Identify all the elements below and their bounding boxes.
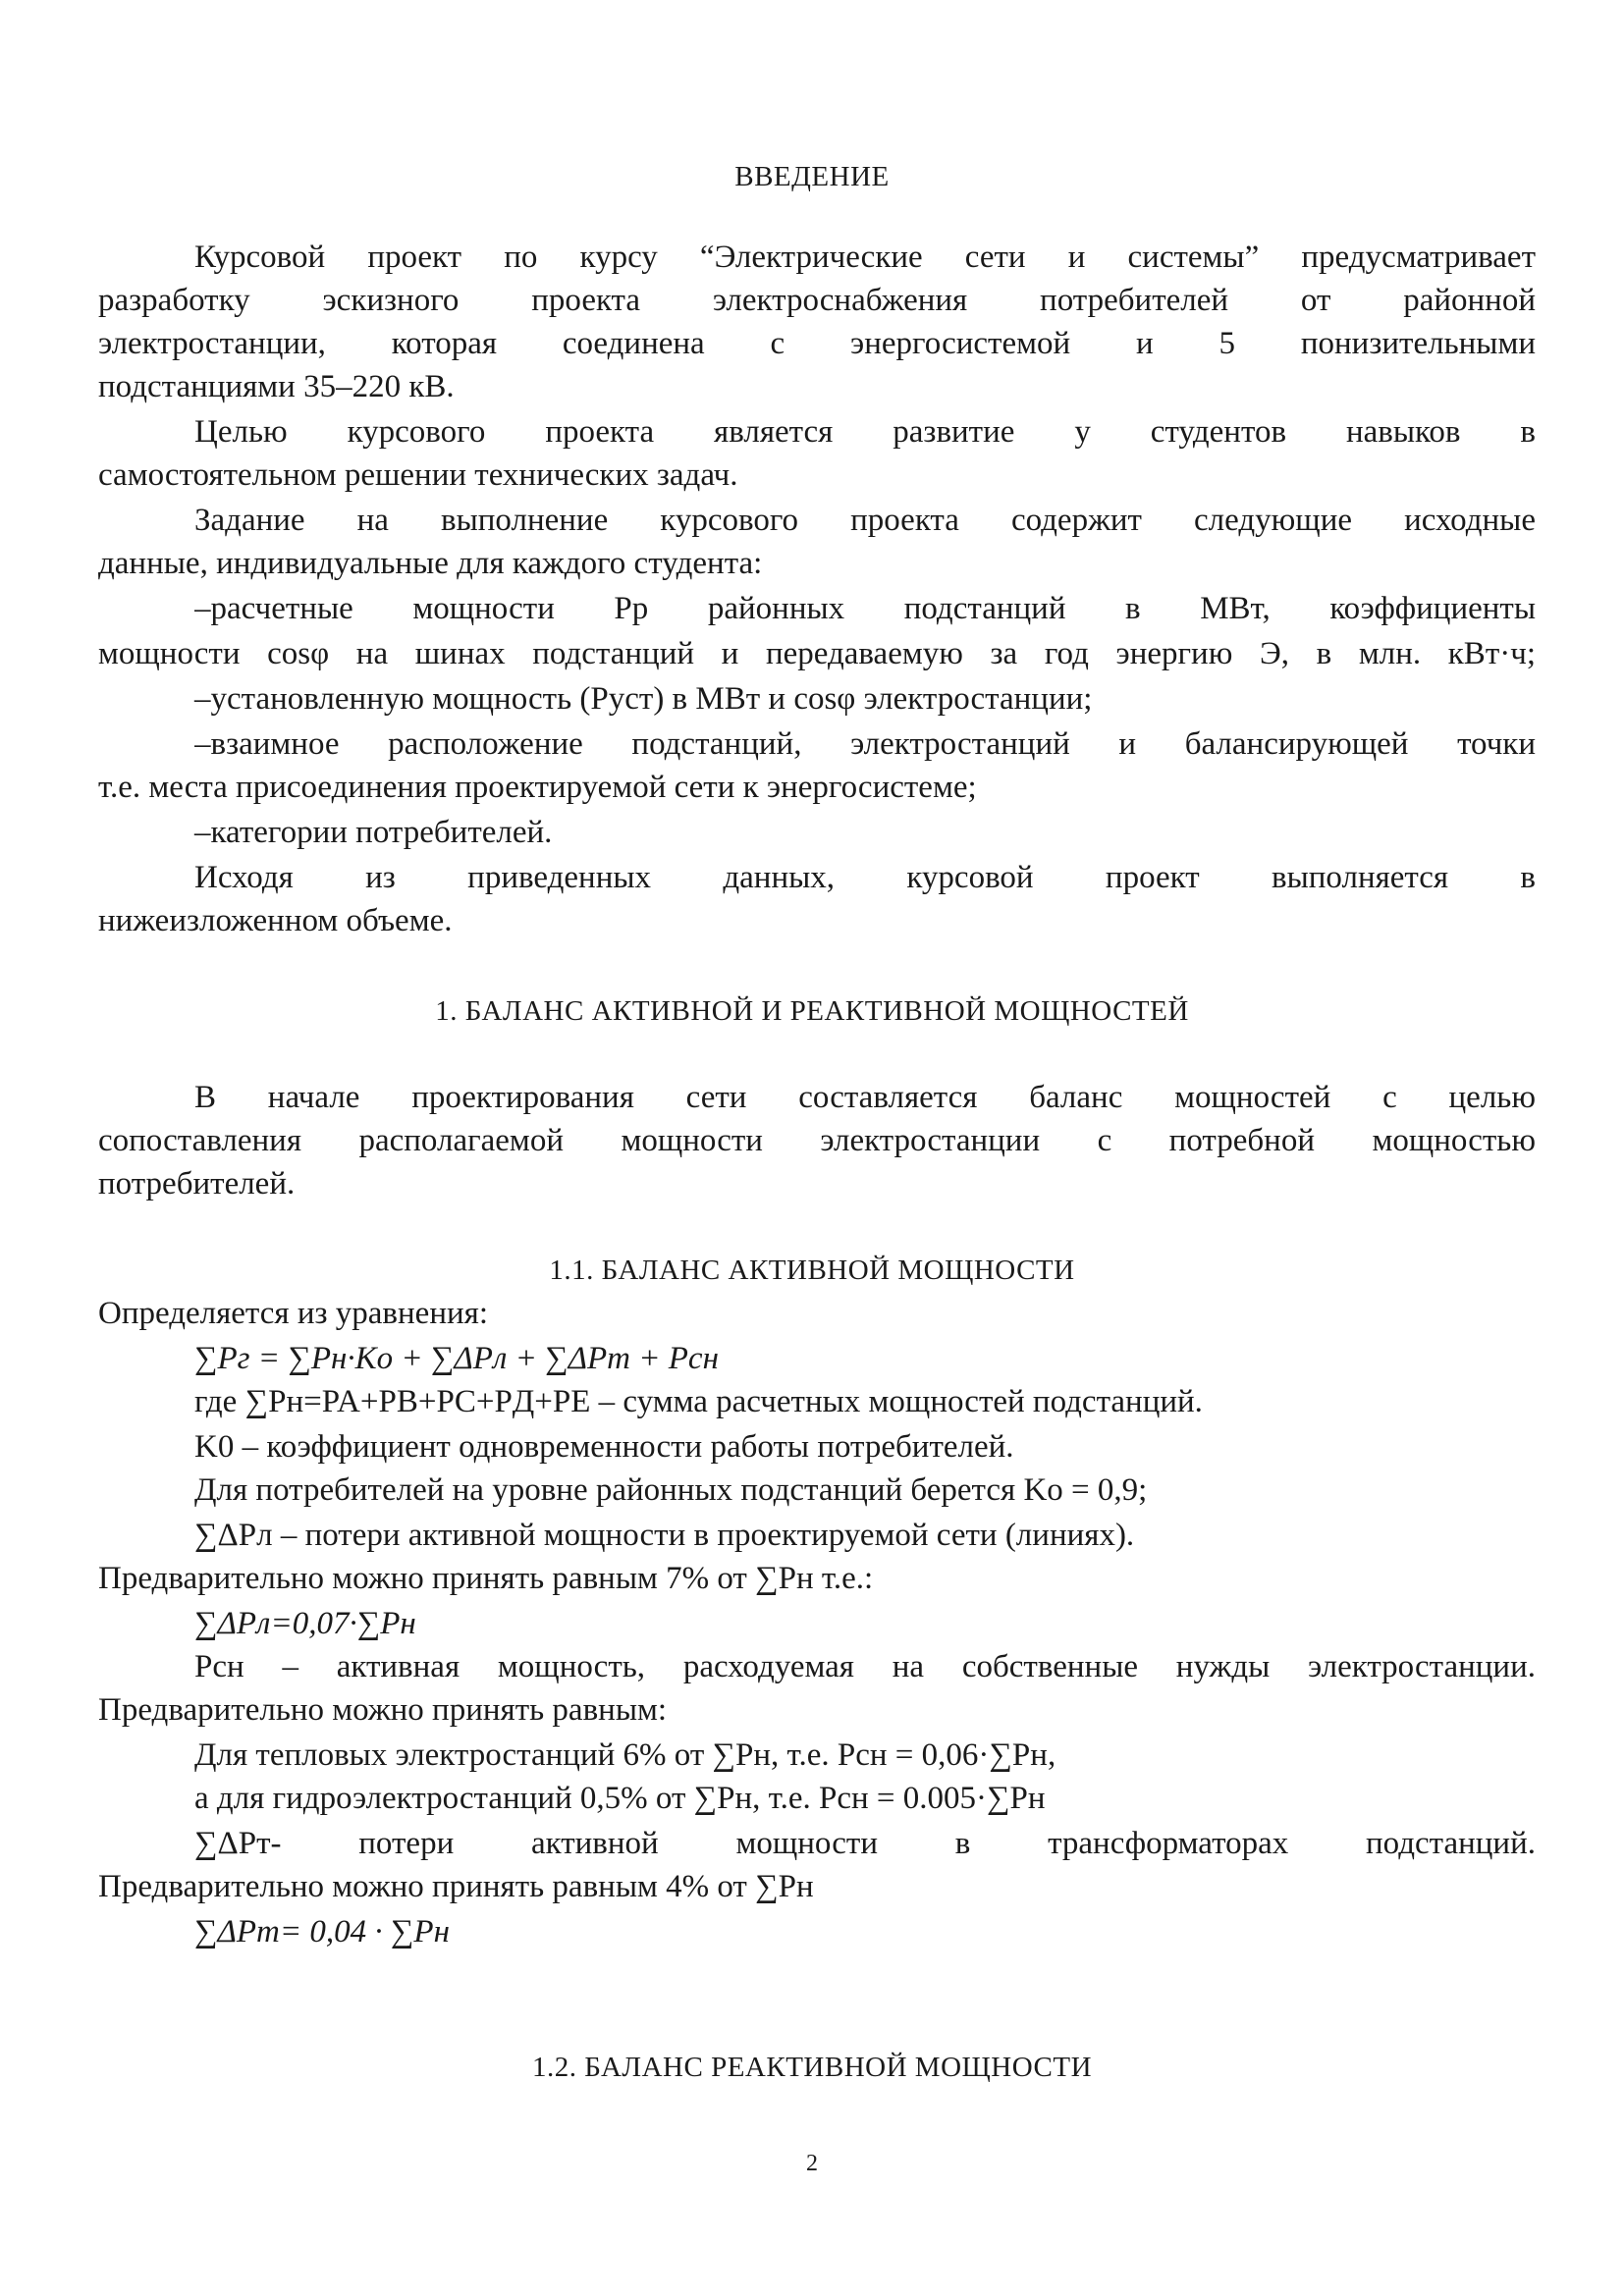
section-1-line-1: В начале проектирования сети составляется баланс мощностей с целью bbox=[194, 1080, 1536, 1115]
section-1-line-2: сопоставления располагаемой мощности электростанции с потребной мощностью bbox=[98, 1123, 1536, 1158]
section-1-1-line-1: Определяется из уравнения: bbox=[98, 1296, 488, 1331]
page-number: 2 bbox=[806, 2151, 818, 2176]
section-1-1-heading: 1.1. БАЛАНС АКТИВНОЙ МОЩНОСТИ bbox=[549, 1255, 1075, 1286]
section-1-1-line-6: ∑ΔPл – потери активной мощности в проектируемой сети (линиях). bbox=[194, 1518, 1135, 1553]
section-1-1-line-10: Предварительно можно принять равным: bbox=[98, 1692, 668, 1728]
intro-list-line-5: т.е. места присоединения проектируемой сети к энергосистеме; bbox=[98, 770, 977, 805]
section-1-1-line-11: Для тепловых электростанций 6% от ∑Pн, т.е. Pсн = 0,06·∑Pн, bbox=[194, 1737, 1056, 1773]
intro-list-line-3: –установленную мощность (Pуст) в МВт и cosφ электростанции; bbox=[194, 681, 1093, 717]
section-1-2-heading: 1.2. БАЛАНС РЕАКТИВНОЙ МОЩНОСТИ bbox=[531, 2052, 1093, 2083]
section-1-1-line-9: Pсн – активная мощность, расходуемая на собственные нужды электростанции. bbox=[194, 1649, 1536, 1684]
intro-list-line-4: –взаимное расположение подстанций, электростанций и балансирующей точки bbox=[194, 726, 1536, 762]
intro-line-4: подстанциями 35–220 кВ. bbox=[98, 369, 455, 404]
line-losses-formula: ∑ΔPл=0,07·∑Pн bbox=[194, 1606, 416, 1641]
intro-line-7: Задание на выполнение курсового проекта содержит следующие исходные bbox=[194, 503, 1536, 538]
intro-line-8: данные, индивидуальные для каждого студента: bbox=[98, 546, 763, 581]
section-1-1-line-12: а для гидроэлектростанций 0,5% от ∑Pн, т.е. Pсн = 0.005·∑Pн bbox=[194, 1781, 1046, 1816]
section-1-1-line-13: ∑ΔPт- потери активной мощности в трансформаторах подстанций. bbox=[194, 1826, 1536, 1861]
intro-line-9: Исходя из приведенных данных, курсовой проект выполняется в bbox=[194, 860, 1536, 895]
intro-list-line-2: мощности cosφ на шинах подстанций и передаваемую за год энергию Э, в млн. кВт·ч; bbox=[98, 636, 1536, 671]
intro-line-2: разработку эскизного проекта электроснабжения потребителей от районной bbox=[98, 283, 1536, 318]
section-1-1-line-4: K0 – коэффициент одновременности работы потребителей. bbox=[194, 1429, 1014, 1465]
intro-line-6: самостоятельном решении технических задач. bbox=[98, 457, 738, 493]
transformer-losses-formula: ∑ΔPт= 0,04 · ∑Pн bbox=[194, 1914, 450, 1949]
intro-list-line-1: –расчетные мощности Pр районных подстанций в МВт, коэффициенты bbox=[194, 591, 1536, 626]
intro-line-10: нижеизложенном объеме. bbox=[98, 903, 453, 938]
page-title: ВВЕДЕНИЕ bbox=[734, 161, 890, 192]
section-1-1-line-5: Для потребителей на уровне районных подстанций берется Kо = 0,9; bbox=[194, 1472, 1148, 1508]
intro-list-line-6: –категории потребителей. bbox=[194, 815, 553, 850]
active-power-balance-formula: ∑Pг = ∑Pн·Kо + ∑ΔPл + ∑ΔPт + Pсн bbox=[194, 1341, 719, 1376]
section-1-1-line-3: где ∑Pн=PA+PB+PC+PД+PE – сумма расчетных мощностей подстанций. bbox=[194, 1384, 1203, 1419]
section-1-1-line-7: Предварительно можно принять равным 7% от ∑Pн т.е.: bbox=[98, 1561, 874, 1596]
intro-line-3: электростанции, которая соединена с энергосистемой и 5 понизительными bbox=[98, 326, 1536, 361]
section-1-1-line-14: Предварительно можно принять равным 4% от ∑Pн bbox=[98, 1869, 814, 1904]
intro-line-1: Курсовой проект по курсу “Электрические сети и системы” предусматривает bbox=[194, 240, 1536, 275]
section-1-heading: 1. БАЛАНС АКТИВНОЙ И РЕАКТИВНОЙ МОЩНОСТЕЙ bbox=[435, 995, 1189, 1027]
intro-line-5: Целью курсового проекта является развитие у студентов навыков в bbox=[194, 414, 1536, 450]
section-1-line-3: потребителей. bbox=[98, 1166, 296, 1201]
